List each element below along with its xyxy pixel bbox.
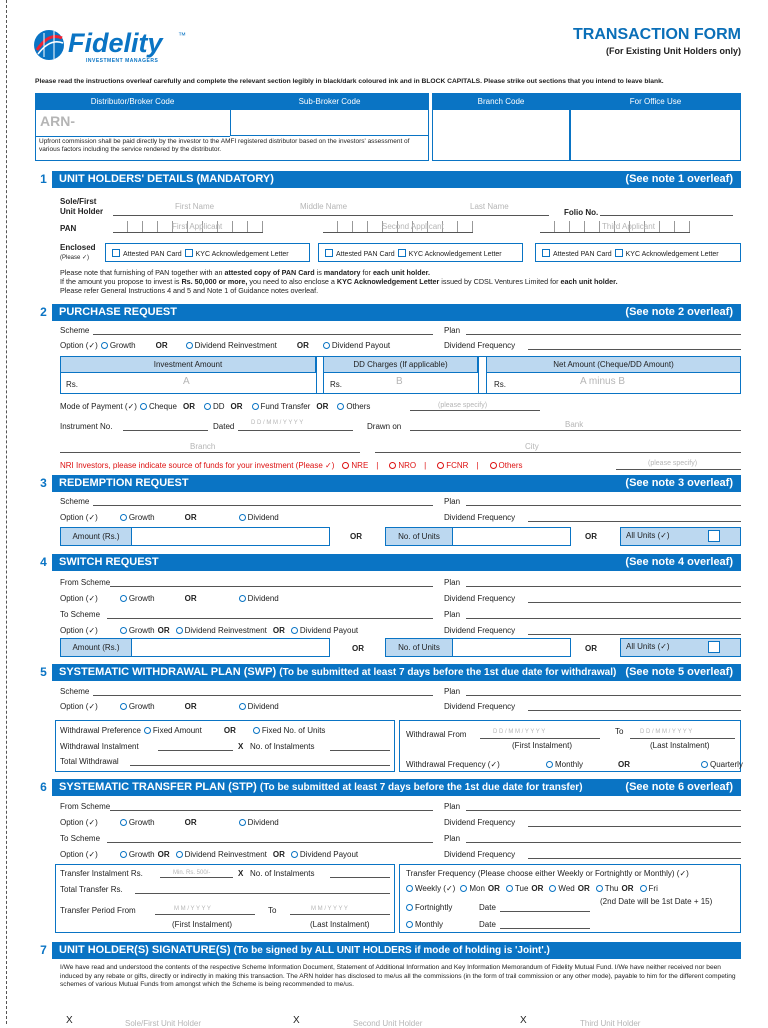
pan-note: Please note that furnishing of PAN together with an attested copy of PAN Card is mandatory for each unit holder. xyxy=(60,268,431,277)
pan-label: PAN xyxy=(60,224,77,233)
cut-line xyxy=(6,0,7,1024)
amount-label: Amount (Rs.) xyxy=(60,638,132,657)
from-scheme-label: From Scheme xyxy=(60,578,111,587)
middle-name-hint: Middle Name xyxy=(300,202,348,211)
option-row: Option (✓) Growth OR Dividend xyxy=(60,702,279,711)
city-hint: City xyxy=(525,442,539,451)
section-2-header: 2 PURCHASE REQUEST (See note 2 overleaf) xyxy=(35,304,741,321)
nri-others-field[interactable] xyxy=(616,469,741,470)
from-scheme-field[interactable] xyxy=(110,586,433,587)
div-freq-field[interactable] xyxy=(528,521,741,522)
monthly-date-field[interactable] xyxy=(500,928,590,929)
brand-name: Fidelity xyxy=(68,28,163,58)
dated-label: Dated xyxy=(213,422,235,431)
attested-pan-label: Attested PAN Card xyxy=(336,251,395,258)
to-scheme-label: To Scheme xyxy=(60,834,101,843)
signature-3-label[interactable]: Third Unit Holder xyxy=(580,1019,641,1028)
sub-broker-field[interactable] xyxy=(230,108,429,136)
fidelity-globe-icon xyxy=(32,28,66,62)
fortnightly-date-field[interactable] xyxy=(500,911,590,912)
commission-note: Upfront commission shall be paid directly by the investor to the AMFI registered distributor based on the investors' assessment of various factors including the service rendered by the distributor. xyxy=(39,138,410,153)
option-row: Option (✓) Growth OR Dividend Reinvestment OR Dividend Payout xyxy=(60,850,359,859)
last-instalment-label: (Last Instalment) xyxy=(650,741,710,750)
div-freq-label: Dividend Frequency xyxy=(444,818,516,827)
logo xyxy=(32,28,192,68)
section-title: UNIT HOLDERS' DETAILS (MANDATORY) xyxy=(59,173,274,185)
growth-radio[interactable] xyxy=(120,595,127,602)
div-freq-label: Dividend Frequency xyxy=(444,341,516,350)
fixed-units-radio[interactable] xyxy=(253,727,260,734)
total-transfer-field[interactable] xyxy=(135,893,390,894)
last-name-hint: Last Name xyxy=(470,202,509,211)
div-freq-label: Dividend Frequency xyxy=(444,850,516,859)
investment-amount-header: Investment Amount xyxy=(60,356,316,373)
instrument-field[interactable] xyxy=(123,430,208,431)
dividend-payout-radio[interactable] xyxy=(291,851,298,858)
to-scheme-field[interactable] xyxy=(107,842,433,843)
refer-note: Please refer General Instructions 4 and 5 and Note 1 of Guidance notes overleaf. xyxy=(60,286,319,295)
withdrawal-instalment-label: Withdrawal Instalment xyxy=(60,742,139,751)
option-row: Option (✓) Growth OR Dividend xyxy=(60,818,279,827)
total-withdrawal-field[interactable] xyxy=(130,765,390,766)
no-instalments-label: No. of Instalments xyxy=(250,869,315,878)
plan-label: Plan xyxy=(444,687,461,696)
div-freq-field[interactable] xyxy=(528,710,741,711)
section-7-header: 7 UNIT HOLDER(S) SIGNATURE(S) (To be signed by ALL UNIT HOLDERS if mode of holding is 'Joint'.) xyxy=(35,942,741,959)
all-units-label: All Units (✓) xyxy=(626,642,670,651)
branch-code-header: Branch Code xyxy=(432,93,570,110)
div-freq-label: Dividend Frequency xyxy=(444,513,516,522)
all-units-label: All Units (✓) xyxy=(626,531,670,540)
folio-label: Folio No. xyxy=(564,208,599,217)
nro-radio[interactable] xyxy=(389,462,396,469)
withdrawal-to-field[interactable] xyxy=(630,738,735,739)
signature-x: X xyxy=(293,1015,300,1026)
section-1-header xyxy=(35,171,741,188)
distributor-code-header: Distributor/Broker Code xyxy=(35,93,230,110)
growth-radio[interactable] xyxy=(120,514,127,521)
fund-transfer-radio[interactable] xyxy=(252,403,259,410)
office-use-header: For Office Use xyxy=(570,93,741,110)
nri-please-specify-hint: (please specify) xyxy=(648,460,698,467)
attested-pan-label: Attested PAN Card xyxy=(123,251,182,258)
date-hint: D D / M M / Y Y Y Y xyxy=(251,420,304,426)
div-freq-field[interactable] xyxy=(528,349,741,350)
dividend-radio[interactable] xyxy=(239,703,246,710)
branch-field[interactable] xyxy=(60,452,360,453)
signature-1-label[interactable]: Sole/First Unit Holder xyxy=(125,1019,202,1028)
to-label: To xyxy=(268,906,277,915)
transfer-period-label: Transfer Period From xyxy=(60,906,136,915)
fixed-amount-radio[interactable] xyxy=(144,727,151,734)
plan-field[interactable] xyxy=(466,586,741,587)
weekly-row: Weekly (✓) Mon OR Tue OR Wed OR Thu OR Fri xyxy=(403,884,658,893)
kyc-label: KYC Acknowledgement Letter xyxy=(195,251,289,258)
option-row: Option (✓) Growth OR Dividend xyxy=(60,594,279,603)
wed-radio[interactable] xyxy=(549,885,556,892)
section-4-header: 4 SWITCH REQUEST (See note 4 overleaf) xyxy=(35,554,741,571)
kyc-checkbox[interactable] xyxy=(615,249,623,257)
signature-2-label[interactable]: Second Unit Holder xyxy=(353,1019,423,1028)
dated-field[interactable] xyxy=(238,430,353,431)
from-scheme-field[interactable] xyxy=(110,810,433,811)
instructions: Please read the instructions overleaf carefully and complete the relevant section legibly in black/dark coloured ink and in BLOCK CAPITALS. Please strike out sections that you intend to leave blank. xyxy=(35,78,664,85)
dd-radio[interactable] xyxy=(204,403,211,410)
brand-sub: INVESTMENT MANAGERS xyxy=(86,58,159,64)
arn-field[interactable]: ARN- xyxy=(40,113,75,129)
plan-field[interactable] xyxy=(466,695,741,696)
attested-pan-checkbox[interactable] xyxy=(325,249,333,257)
section-5-header: 5 SYSTEMATIC WITHDRAWAL PLAN (SWP) (To be submitted at least 7 days before the 1st due date for withdrawal) (See note 5 overleaf) xyxy=(35,664,741,681)
others-field[interactable] xyxy=(410,410,540,411)
no-instalments-label: No. of Instalments xyxy=(250,742,315,751)
declaration-text: I/We have read and understood the contents of the respective Scheme Information Document, Statement of Additional Information and Key Information Memorandum of Fidelity Mutual Fund. I/We have neither received nor been induced by any rebate or gifts, directly or indirectly in making this transaction. The ARN holder has disclosed to me/us all the commissions (in the form of trail commission or any other mode), payable to him for the different competing schemes of various Mutual Funds from amongst which the Scheme is being recommended to me/us. xyxy=(60,964,736,988)
monthly-radio[interactable] xyxy=(546,761,553,768)
kyc-note: If the amount you propose to invest is Rs. 50,000 or more, you need to also enclose a KYC Acknowledgement Letter issued by CDSL Ventures Limited for each unit holder. xyxy=(60,277,618,286)
growth-radio[interactable] xyxy=(120,851,127,858)
dividend-reinvestment-radio[interactable] xyxy=(186,342,193,349)
second-date-note: (2nd Date will be 1st Date + 15) xyxy=(600,897,713,906)
first-name-hint: First Name xyxy=(175,202,215,211)
withdrawal-from-field[interactable] xyxy=(480,738,600,739)
first-instalment-label: (First Instalment) xyxy=(512,741,573,750)
rs-label: Rs. xyxy=(494,380,506,389)
fcnr-radio[interactable] xyxy=(437,462,444,469)
min-amount-hint: Min. Rs. 500/- xyxy=(173,870,211,876)
enclosed-options-3 xyxy=(539,249,719,258)
to-scheme-field[interactable] xyxy=(107,618,433,619)
fortnightly-option: Fortnightly xyxy=(403,903,452,912)
dividend-reinvestment-radio[interactable] xyxy=(176,627,183,634)
to-scheme-label: To Scheme xyxy=(60,610,101,619)
sub-broker-code-header: Sub-Broker Code xyxy=(230,93,429,110)
arn-field-border xyxy=(35,136,230,137)
branch-hint: Branch xyxy=(190,442,216,451)
plan-field[interactable] xyxy=(466,334,741,335)
scheme-field[interactable] xyxy=(93,334,433,335)
monthly-option: Monthly xyxy=(543,760,583,769)
withdrawal-from-label: Withdrawal From xyxy=(406,730,467,739)
kyc-label: KYC Acknowledgement Letter xyxy=(625,251,719,258)
transfer-to-field[interactable] xyxy=(290,914,390,915)
plan-label: Plan xyxy=(444,326,461,335)
times-label: X xyxy=(238,742,244,751)
plan-field[interactable] xyxy=(466,842,741,843)
cheque-radio[interactable] xyxy=(140,403,147,410)
or-label: OR xyxy=(352,644,364,653)
to-date-hint: D D / M M / Y Y Y Y xyxy=(640,729,693,735)
nre-radio[interactable] xyxy=(342,462,349,469)
div-freq-label: Dividend Frequency xyxy=(444,594,516,603)
monthly-option: Monthly xyxy=(403,920,443,929)
dividend-radio[interactable] xyxy=(239,819,246,826)
tue-radio[interactable] xyxy=(506,885,513,892)
section-note: (See note 1 overleaf) xyxy=(625,173,733,185)
a-hint[interactable]: A xyxy=(183,376,190,387)
brand-tm: ™ xyxy=(178,31,186,40)
city-field[interactable] xyxy=(375,452,741,453)
monthly-date-label: Date xyxy=(479,920,496,929)
section-number: 1 xyxy=(35,171,52,188)
instrument-label: Instrument No. xyxy=(60,422,113,431)
transfer-instalment-field[interactable] xyxy=(160,877,233,878)
fri-radio[interactable] xyxy=(640,885,647,892)
from-month-hint: M M / Y Y Y Y xyxy=(174,906,211,912)
withdrawal-instalment-field[interactable] xyxy=(158,750,233,751)
plan-field[interactable] xyxy=(466,505,741,506)
attested-pan-checkbox[interactable] xyxy=(112,249,120,257)
a-minus-b-hint[interactable]: A minus B xyxy=(580,376,626,387)
dividend-reinvestment-radio[interactable] xyxy=(176,851,183,858)
first-instalment-label: (First Instalment) xyxy=(172,920,233,929)
enclosed-options-1 xyxy=(109,249,289,258)
unit-holder-label: Unit Holder xyxy=(60,207,104,216)
dd-charges-header: DD Charges (If applicable) xyxy=(323,356,478,373)
others-radio[interactable] xyxy=(337,403,344,410)
fortnightly-date-label: Date xyxy=(479,903,496,912)
amount-label: Amount (Rs.) xyxy=(60,527,132,546)
div-freq-field[interactable] xyxy=(528,634,741,635)
no-instalments-field[interactable] xyxy=(330,877,390,878)
from-scheme-label: From Scheme xyxy=(60,802,111,811)
div-freq-label: Dividend Frequency xyxy=(444,626,516,635)
weekly-radio[interactable] xyxy=(406,885,413,892)
transfer-freq-label: Transfer Frequency (Please choose either Weekly or Fortnightly or Monthly) (✓) xyxy=(406,869,689,878)
bank-hint: Bank xyxy=(565,420,584,429)
scheme-label: Scheme xyxy=(60,687,90,696)
kyc-checkbox[interactable] xyxy=(398,249,406,257)
b-hint[interactable]: B xyxy=(396,376,403,387)
to-label: To xyxy=(615,727,624,736)
all-units-checkbox[interactable] xyxy=(708,530,720,542)
please-tick-label: (Please ✓) xyxy=(60,255,90,261)
nri-row: NRI Investors, please indicate source of funds for your investment (Please ✓) NRE | NRO | FCNR | Others xyxy=(60,461,523,470)
or-label: OR xyxy=(585,644,597,653)
from-date-hint: D D / M M / Y Y Y Y xyxy=(493,729,546,735)
option-row: Option (✓) Growth OR Dividend Reinvestment OR Dividend Payout xyxy=(60,626,359,635)
form-title: TRANSACTION FORM xyxy=(573,26,741,43)
all-units-checkbox[interactable] xyxy=(708,641,720,653)
sole-first-label: Sole/First xyxy=(60,197,97,206)
growth-radio[interactable] xyxy=(120,627,127,634)
signature-x: X xyxy=(520,1015,527,1026)
scheme-label: Scheme xyxy=(60,326,90,335)
option-row: Option (✓) Growth OR Dividend xyxy=(60,513,279,522)
transfer-from-field[interactable] xyxy=(155,914,255,915)
scheme-label: Scheme xyxy=(60,497,90,506)
withdrawal-pref-row: Withdrawal Preference Fixed Amount OR Fixed No. of Units xyxy=(60,726,326,735)
div-freq-field[interactable] xyxy=(528,826,741,827)
fortnightly-radio[interactable] xyxy=(406,904,413,911)
signature-x: X xyxy=(66,1015,73,1026)
kyc-checkbox[interactable] xyxy=(185,249,193,257)
dividend-payout-radio[interactable] xyxy=(291,627,298,634)
no-instalments-field[interactable] xyxy=(330,750,390,751)
growth-radio[interactable] xyxy=(101,342,108,349)
scheme-field[interactable] xyxy=(93,505,433,506)
div-freq-field[interactable] xyxy=(528,602,741,603)
kyc-label: KYC Acknowledgement Letter xyxy=(408,251,502,258)
attested-pan-label: Attested PAN Card xyxy=(553,251,612,258)
first-applicant-hint: First Applicant xyxy=(172,222,223,231)
drawn-on-label: Drawn on xyxy=(367,422,402,431)
units-label: No. of Units xyxy=(385,527,453,546)
or-label: OR xyxy=(618,760,630,769)
to-month-hint: M M / Y Y Y Y xyxy=(311,906,348,912)
mon-radio[interactable] xyxy=(460,885,467,892)
quarterly-option: Quarterly xyxy=(698,760,743,769)
total-transfer-label: Total Transfer Rs. xyxy=(60,885,123,894)
div-freq-label: Dividend Frequency xyxy=(444,702,516,711)
please-specify-hint: (please specify) xyxy=(438,402,488,409)
rs-label: Rs. xyxy=(66,380,78,389)
thu-radio[interactable] xyxy=(596,885,603,892)
monthly-radio[interactable] xyxy=(406,921,413,928)
name-field[interactable] xyxy=(113,215,549,216)
scheme-field[interactable] xyxy=(93,695,433,696)
section-3-header: 3 REDEMPTION REQUEST (See note 3 overleaf) xyxy=(35,475,741,492)
div-freq-field[interactable] xyxy=(528,858,741,859)
transfer-instalment-label: Transfer Instalment Rs. xyxy=(60,869,143,878)
growth-radio[interactable] xyxy=(120,819,127,826)
bank-field[interactable] xyxy=(410,430,741,431)
enclosed-options-2 xyxy=(322,249,502,258)
total-withdrawal-label: Total Withdrawal xyxy=(60,757,119,766)
dividend-payout-radio[interactable] xyxy=(323,342,330,349)
folio-field[interactable] xyxy=(600,215,733,216)
dividend-radio[interactable] xyxy=(239,595,246,602)
or-label: OR xyxy=(585,532,597,541)
payment-mode-row: Mode of Payment (✓) Cheque OR DD OR Fund Transfer OR Others xyxy=(60,402,371,411)
quarterly-radio[interactable] xyxy=(701,761,708,768)
plan-field[interactable] xyxy=(466,618,741,619)
growth-radio[interactable] xyxy=(120,703,127,710)
section-6-header: 6 SYSTEMATIC TRANSFER PLAN (STP) (To be submitted at least 7 days before the 1st due date for transfer) (See note 6 overleaf) xyxy=(35,779,741,796)
plan-label: Plan xyxy=(444,802,461,811)
units-label: No. of Units xyxy=(385,638,453,657)
plan-field[interactable] xyxy=(466,810,741,811)
last-instalment-label: (Last Instalment) xyxy=(310,920,370,929)
attested-pan-checkbox[interactable] xyxy=(542,249,550,257)
nri-others-radio[interactable] xyxy=(490,462,497,469)
or-label: OR xyxy=(350,532,362,541)
rs-label: Rs. xyxy=(330,380,342,389)
withdrawal-freq-label: Withdrawal Frequency (✓) xyxy=(406,760,500,769)
form-subtitle: (For Existing Unit Holders only) xyxy=(605,46,741,56)
second-applicant-hint: Second Applicant xyxy=(382,222,444,231)
plan-label: Plan xyxy=(444,578,461,587)
enclosed-label: Enclosed xyxy=(60,243,96,252)
plan-label: Plan xyxy=(444,834,461,843)
plan-label: Plan xyxy=(444,497,461,506)
plan-label: Plan xyxy=(444,610,461,619)
third-applicant-hint: Third Applicant xyxy=(602,222,655,231)
dividend-radio[interactable] xyxy=(239,514,246,521)
option-row: Option (✓) Growth OR Dividend Reinvestment OR Dividend Payout xyxy=(60,341,391,350)
net-amount-header: Net Amount (Cheque/DD Amount) xyxy=(486,356,741,373)
times-label: X xyxy=(238,869,244,878)
